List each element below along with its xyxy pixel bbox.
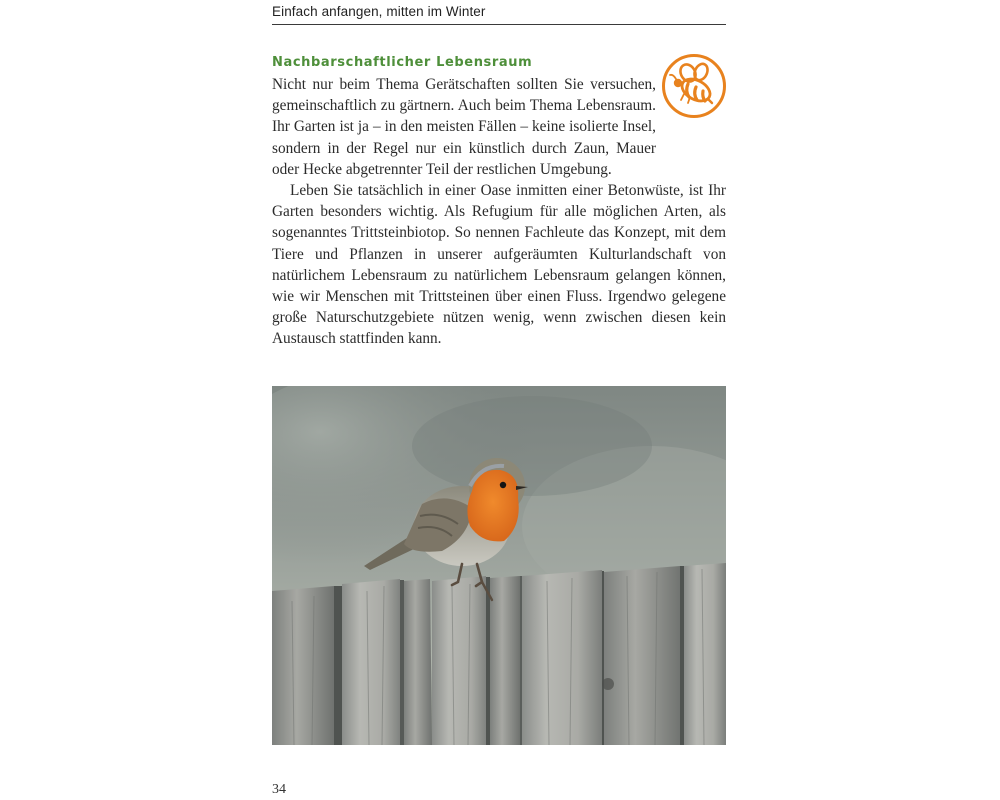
- paragraph-1: Nicht nur beim Thema Gerätschaften sollten Sie versuchen, gemeinschaftlich zu gärtnern. Auch beim Thema Lebensraum. Ihr Garten ist ja – in den meisten Fällen – keine isolierte Insel, sondern in der Regel nur ein künstlich durch Zaun, Mauer oder Hecke abgetrennter Teil der restlichen Umgebung.: [272, 76, 656, 178]
- robin-on-fence-photo: [272, 386, 726, 745]
- paragraph-2: Leben Sie tatsächlich in einer Oase inmitten einer Betonwüste, ist Ihr Garten besonders wichtig. Als Refugium für alle möglichen Arten, als sogenanntes Trittsteinbiotop. So nennen Fachleute das Konzept, mit dem Tiere und Pflanzen in unserer aufgeräumten Kulturlandschaft von natürlichem Lebensraum zu natürlichem Lebensraum gelangen können, wie wir Menschen mit Trittsteinen über einen Fluss. Irgendwo gelegene große Naturschutzgebiete nützen wenig, wenn zwischen diesen kein Austausch stattfinden kann.: [272, 182, 726, 348]
- running-head-title: Einfach anfangen, mitten im Winter: [272, 4, 486, 19]
- section-title: Nachbarschaftlicher Lebensraum: [272, 55, 533, 70]
- page-number: 34: [272, 782, 286, 797]
- running-head: [272, 2, 726, 25]
- body-text: [272, 74, 726, 350]
